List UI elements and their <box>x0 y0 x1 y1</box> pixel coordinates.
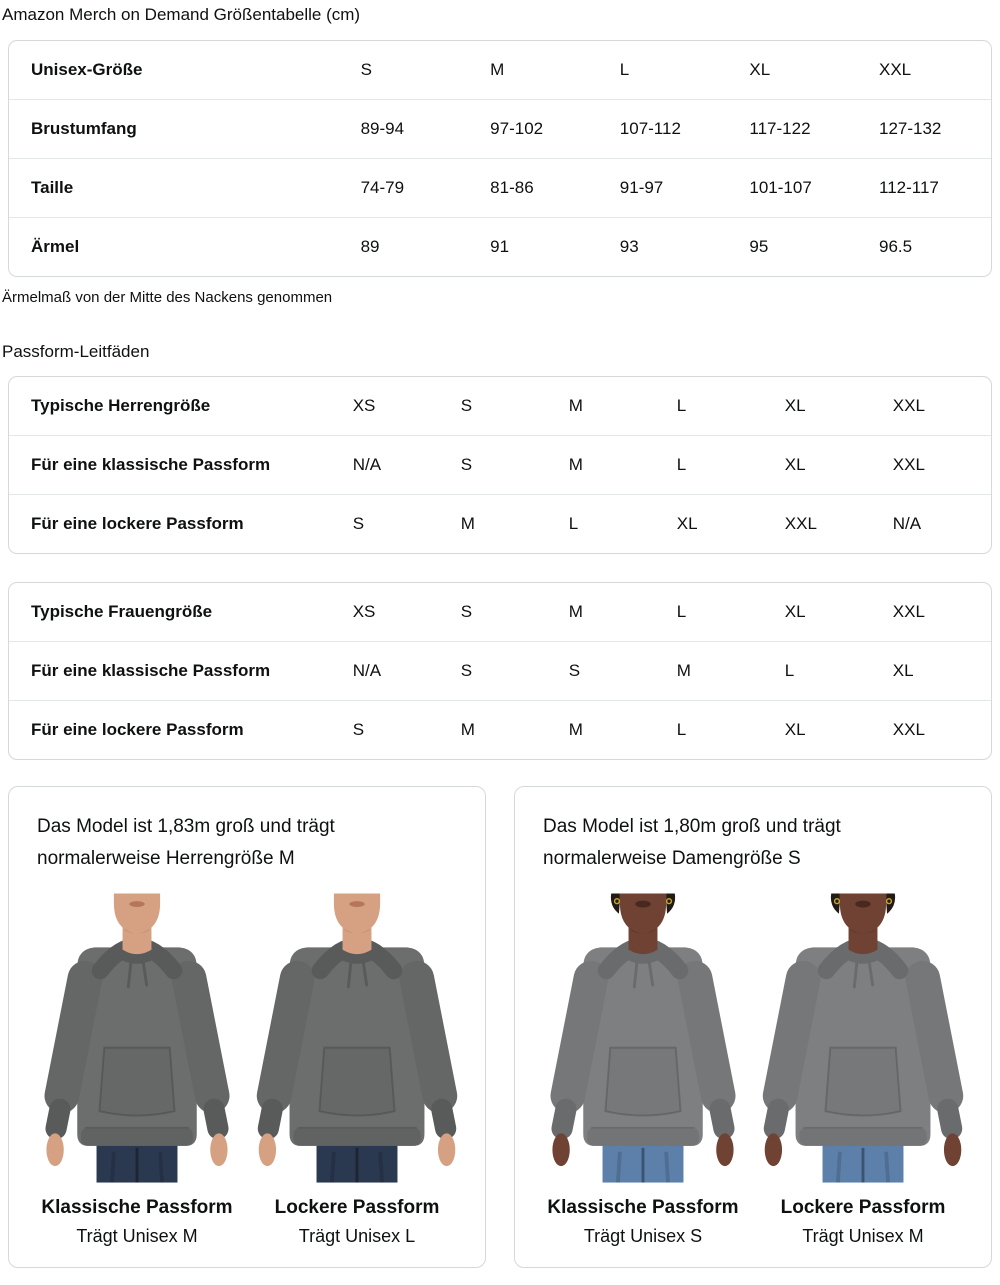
size-cell: 81-86 <box>490 159 620 218</box>
size-cell: M <box>461 495 569 554</box>
women-fit-table <box>9 583 991 759</box>
size-cell: XXL <box>893 436 991 495</box>
size-cell: M <box>568 602 583 621</box>
row-label: Brustumfang <box>9 100 361 159</box>
size-cell: M <box>490 60 505 79</box>
size-cell: N/A <box>893 495 991 554</box>
size-cell: L <box>569 495 677 554</box>
size-cell: S <box>460 396 473 415</box>
size-cell: 89 <box>361 218 491 277</box>
size-cell: M <box>569 701 677 760</box>
size-cell: S <box>461 436 569 495</box>
size-caption: Trägt Unisex L <box>298 1226 416 1246</box>
size-cell: XXL <box>893 701 991 760</box>
table-row <box>9 701 991 760</box>
table-row <box>9 218 991 277</box>
photo-figure <box>537 889 749 1247</box>
table-row <box>9 41 991 100</box>
size-cell: L <box>676 396 687 415</box>
size-cell: 96.5 <box>879 218 991 277</box>
size-cell: S <box>360 60 372 79</box>
fit-caption: Klassische Passform <box>41 1197 233 1218</box>
size-cell: M <box>569 436 677 495</box>
size-cell: 97-102 <box>490 100 620 159</box>
row-label: Für eine lockere Passform <box>9 495 353 554</box>
size-cell: XS <box>352 602 376 621</box>
size-cell: 91 <box>490 218 620 277</box>
page-title: Amazon Merch on Demand Größentabelle (cm) <box>2 5 361 24</box>
row-label: Für eine klassische Passform <box>9 436 353 495</box>
size-cell: 127-132 <box>879 100 991 159</box>
size-cell: 89-94 <box>361 100 491 159</box>
size-caption: Trägt Unisex S <box>583 1226 703 1246</box>
size-cell: XL <box>785 701 893 760</box>
size-cell: XL <box>784 602 806 621</box>
row-label: Unisex-Größe <box>31 60 143 79</box>
women-model-card <box>514 786 992 1268</box>
model-photo-hoodie <box>757 889 969 1187</box>
photo-row <box>25 889 469 1247</box>
fit-guides-heading: Passform-Leitfäden <box>2 342 150 361</box>
model-cards-row <box>8 786 992 1268</box>
size-cell: S <box>460 602 473 621</box>
size-cell: 107-112 <box>620 100 750 159</box>
size-cell: L <box>785 642 893 701</box>
photo-figure <box>757 889 969 1247</box>
size-cell: XXL <box>879 60 912 79</box>
size-cell: S <box>353 701 461 760</box>
photo-figure <box>31 889 243 1247</box>
table-row <box>9 495 991 554</box>
size-cell: XL <box>785 436 893 495</box>
size-cell: XL <box>893 642 991 701</box>
table-row <box>9 583 991 642</box>
photo-figure <box>251 889 463 1247</box>
row-label: Ärmel <box>9 218 361 277</box>
table-row <box>9 436 991 495</box>
size-cell: 112-117 <box>879 159 991 218</box>
size-cell: 117-122 <box>749 100 879 159</box>
size-cell: 91-97 <box>620 159 750 218</box>
size-cell: XL <box>677 495 785 554</box>
model-description: Das Model ist 1,83m groß und trägt normalerweise Herrengröße M <box>37 816 335 869</box>
row-label: Für eine klassische Passform <box>9 642 353 701</box>
size-cell: M <box>568 396 583 415</box>
men-fit-table-card <box>8 376 992 554</box>
size-cell: M <box>677 642 785 701</box>
size-cell: L <box>677 701 785 760</box>
size-cell: 93 <box>620 218 750 277</box>
fit-caption: Klassische Passform <box>547 1197 739 1218</box>
size-cell: S <box>461 642 569 701</box>
row-label: Für eine lockere Passform <box>9 701 353 760</box>
size-cell: XXL <box>785 495 893 554</box>
size-cell: N/A <box>353 642 461 701</box>
men-model-card <box>8 786 486 1268</box>
row-label: Typische Herrengröße <box>31 396 211 415</box>
size-cell: N/A <box>353 436 461 495</box>
size-table-card <box>8 40 992 277</box>
row-label: Typische Frauengröße <box>31 602 213 621</box>
size-cell: 101-107 <box>749 159 879 218</box>
size-table <box>9 41 991 276</box>
row-label: Taille <box>9 159 361 218</box>
model-photo-hoodie <box>31 889 243 1187</box>
sleeve-measurement-note: Ärmelmaß von der Mitte des Nackens genommen <box>2 289 333 306</box>
size-cell: S <box>569 642 677 701</box>
size-cell: XL <box>784 396 806 415</box>
size-caption: Trägt Unisex M <box>802 1226 924 1246</box>
size-cell: S <box>353 495 461 554</box>
size-cell: XXL <box>892 602 925 621</box>
size-cell: XL <box>749 60 771 79</box>
table-row <box>9 642 991 701</box>
size-cell: L <box>676 602 687 621</box>
size-cell: XS <box>352 396 376 415</box>
table-row <box>9 159 991 218</box>
women-fit-table-card <box>8 582 992 760</box>
table-row <box>9 100 991 159</box>
size-cell: M <box>461 701 569 760</box>
photo-row <box>531 889 975 1247</box>
size-cell: L <box>677 436 785 495</box>
size-cell: 95 <box>749 218 879 277</box>
model-photo-hoodie <box>537 889 749 1187</box>
size-cell: L <box>619 60 630 79</box>
size-caption: Trägt Unisex M <box>76 1226 198 1246</box>
men-fit-table <box>9 377 991 553</box>
fit-caption: Lockere Passform <box>274 1197 440 1218</box>
size-cell: 74-79 <box>361 159 491 218</box>
fit-caption: Lockere Passform <box>780 1197 946 1218</box>
model-photo-hoodie <box>251 889 463 1187</box>
model-description: Das Model ist 1,80m groß und trägt normalerweise Damengröße S <box>543 816 841 869</box>
table-row <box>9 377 991 436</box>
size-cell: XXL <box>892 396 925 415</box>
